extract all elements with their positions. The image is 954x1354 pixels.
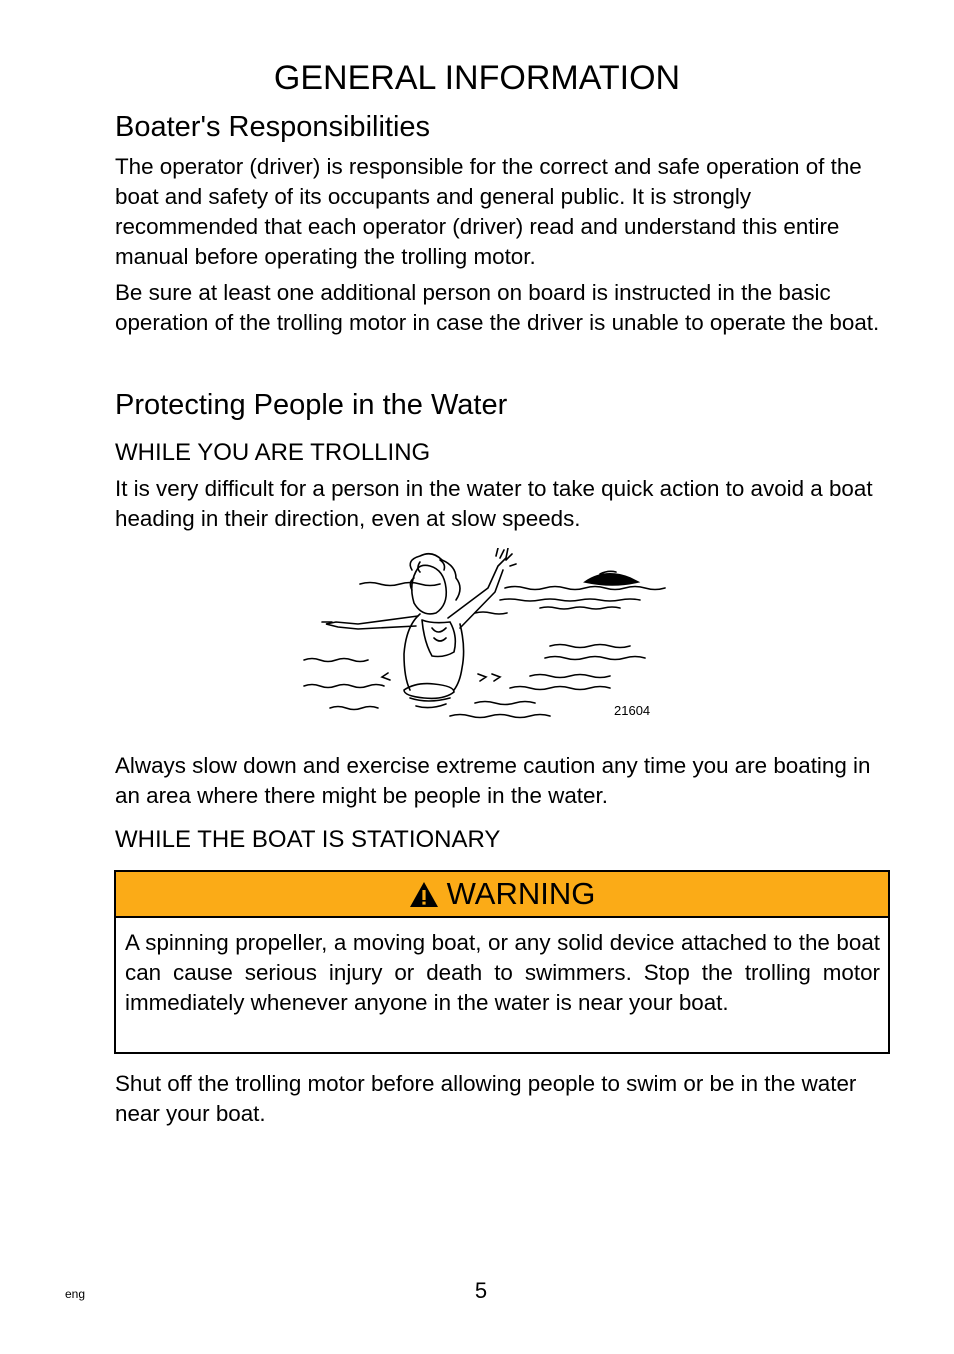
section-heading-responsibilities: Boater's Responsibilities [115, 111, 431, 143]
warning-header [116, 872, 888, 918]
warning-box [114, 870, 890, 1054]
paragraph-shut-off: Shut off the trolling motor before allowing people to swim or be in the water near your boat. [115, 1071, 857, 1126]
swimmer-illustration [300, 548, 680, 723]
paragraph-additional-person: Be sure at least one additional person on board is instructed in the basic operation of the trolling motor in case the driver is unable to operate the boat. [115, 280, 880, 335]
paragraph-slow-down: Always slow down and exercise extreme caution any time you are boating in an area where there might be people in the water. [115, 753, 871, 808]
section-heading-protecting: Protecting People in the Water [115, 389, 508, 421]
paragraph-operator: The operator (driver) is responsible for the correct and safe operation of the boat and safety of its occupants and general public. It is strongly recommended that each operator (driver) read and understand this entire manual before operating the trolling motor. [115, 154, 862, 269]
warning-label: WARNING [446, 876, 596, 911]
figure-number: 21604 [614, 703, 651, 718]
page-title: GENERAL INFORMATION [273, 59, 681, 97]
subheading-trolling: WHILE YOU ARE TROLLING [115, 439, 431, 466]
warning-text: A spinning propeller, a moving boat, or any solid device attached to the boat can cause serious injury or death to swimmers. Stop the trolling motor immediately whenever anyone in the water is near your boat. [125, 930, 880, 1015]
page-number: 5 [474, 1278, 488, 1303]
warning-triangle-icon [409, 881, 439, 908]
paragraph-trolling: It is very difficult for a person in the water to take quick action to avoid a boat heading in their direction, even at slow speeds. [115, 476, 873, 531]
footer-language: eng [65, 1287, 86, 1301]
subheading-stationary: WHILE THE BOAT IS STATIONARY [115, 826, 501, 853]
